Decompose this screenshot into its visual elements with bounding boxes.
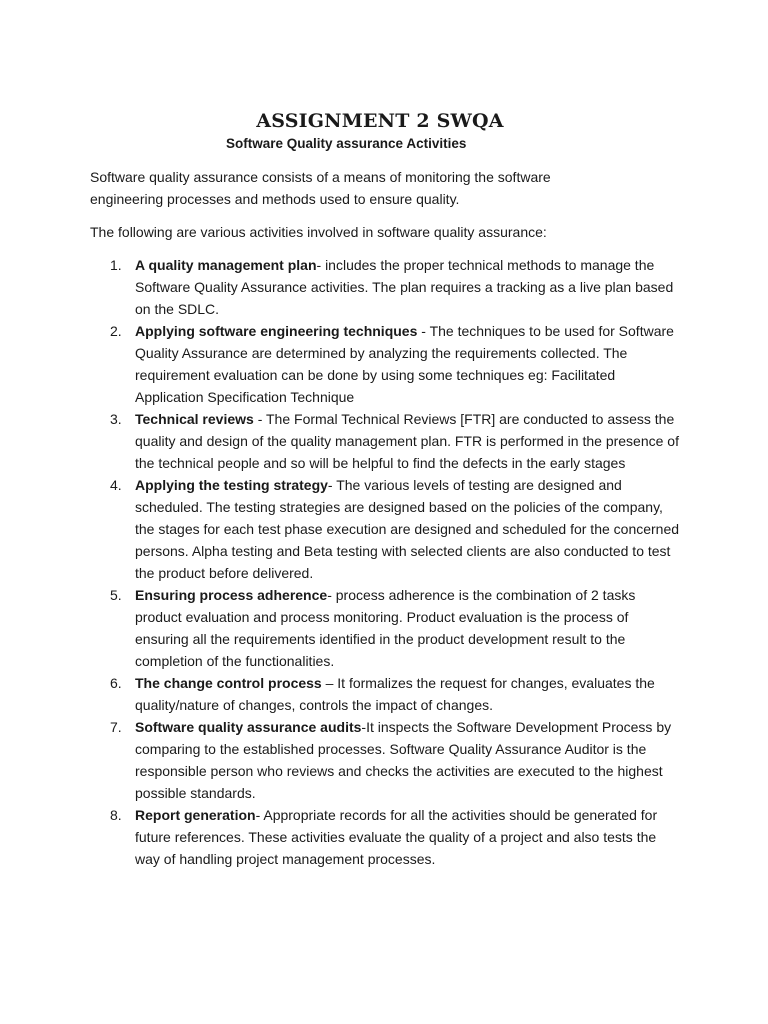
intro-paragraph: The following are various activities involved in software quality assurance: bbox=[90, 224, 547, 240]
list-item-term: Ensuring process adherence bbox=[135, 587, 328, 603]
list-item-term: A quality management plan bbox=[135, 257, 317, 273]
list-item bbox=[90, 320, 680, 408]
list-item bbox=[90, 408, 680, 474]
list-item-description: - includes the proper technical methods to manage the Software Quality Assurance activities. The plan requires a tracking as a live plan based on the SDLC. bbox=[135, 257, 674, 317]
list-item-description: - Appropriate records for all the activities should be generated for future references. These activities evaluate the quality of a project and also tests the way of handling project management processes. bbox=[135, 807, 658, 867]
intro-paragraph: Software quality assurance consists of a means of monitoring the software engineering processes and methods used to ensure quality. bbox=[90, 169, 551, 207]
list-item-term: Report generation bbox=[135, 807, 256, 823]
list-item bbox=[90, 584, 680, 672]
list-item-term: Applying the testing strategy bbox=[135, 477, 328, 493]
list-item-description: - The techniques to be used for Software Quality Assurance are determined by analyzing the requirements collected. The requirement evaluation can be done by using some techniques eg: Facilitated Application Specification Technique bbox=[135, 323, 674, 405]
document-title: ASSIGNMENT 2 SWQA bbox=[256, 110, 504, 132]
list-item bbox=[90, 716, 680, 804]
activities-list bbox=[90, 254, 690, 870]
list-item-number: 3. bbox=[110, 411, 122, 427]
list-item-number: 4. bbox=[110, 477, 122, 493]
list-item bbox=[90, 804, 680, 870]
list-item-description: – It formalizes the request for changes, evaluates the quality/nature of changes, controls the impact of changes. bbox=[135, 675, 655, 713]
list-item-term: Technical reviews bbox=[135, 411, 254, 427]
list-item bbox=[90, 474, 680, 584]
list-item bbox=[90, 254, 680, 320]
list-item-number: 8. bbox=[110, 807, 122, 823]
document-page bbox=[90, 110, 690, 870]
list-item-description: - process adherence is the combination of 2 tasks product evaluation and process monitoring. Product evaluation is the process of ensuring all the requirements identified in the product development result to the completion of the functionalities. bbox=[135, 587, 636, 669]
list-item-number: 5. bbox=[110, 587, 122, 603]
list-item-number: 1. bbox=[110, 257, 122, 273]
list-item bbox=[90, 672, 680, 716]
list-item-number: 6. bbox=[110, 675, 122, 691]
list-item-term: The change control process bbox=[135, 675, 322, 691]
list-item-description: - The Formal Technical Reviews [FTR] are conducted to assess the quality and design of the quality management plan. FTR is performed in the presence of the technical people and so will be helpful to find the defects in the early stages bbox=[135, 411, 679, 471]
list-item-number: 7. bbox=[110, 719, 122, 735]
list-item-term: Applying software engineering techniques bbox=[135, 323, 418, 339]
list-item-description: -It inspects the Software Development Process by comparing to the established processes. Software Quality Assurance Auditor is the responsible person who reviews and checks the activities are executed to the highest possible standards. bbox=[135, 719, 672, 801]
list-item-number: 2. bbox=[110, 323, 122, 339]
list-item-term: Software quality assurance audits bbox=[135, 719, 362, 735]
document-subtitle: Software Quality assurance Activities bbox=[226, 136, 467, 151]
list-item-description: - The various levels of testing are designed and scheduled. The testing strategies are designed based on the policies of the company, the stages for each test phase execution are designed and scheduled for the concerned persons. Alpha testing and Beta testing with selected clients are also conducted to test the product before delivered. bbox=[135, 477, 680, 581]
